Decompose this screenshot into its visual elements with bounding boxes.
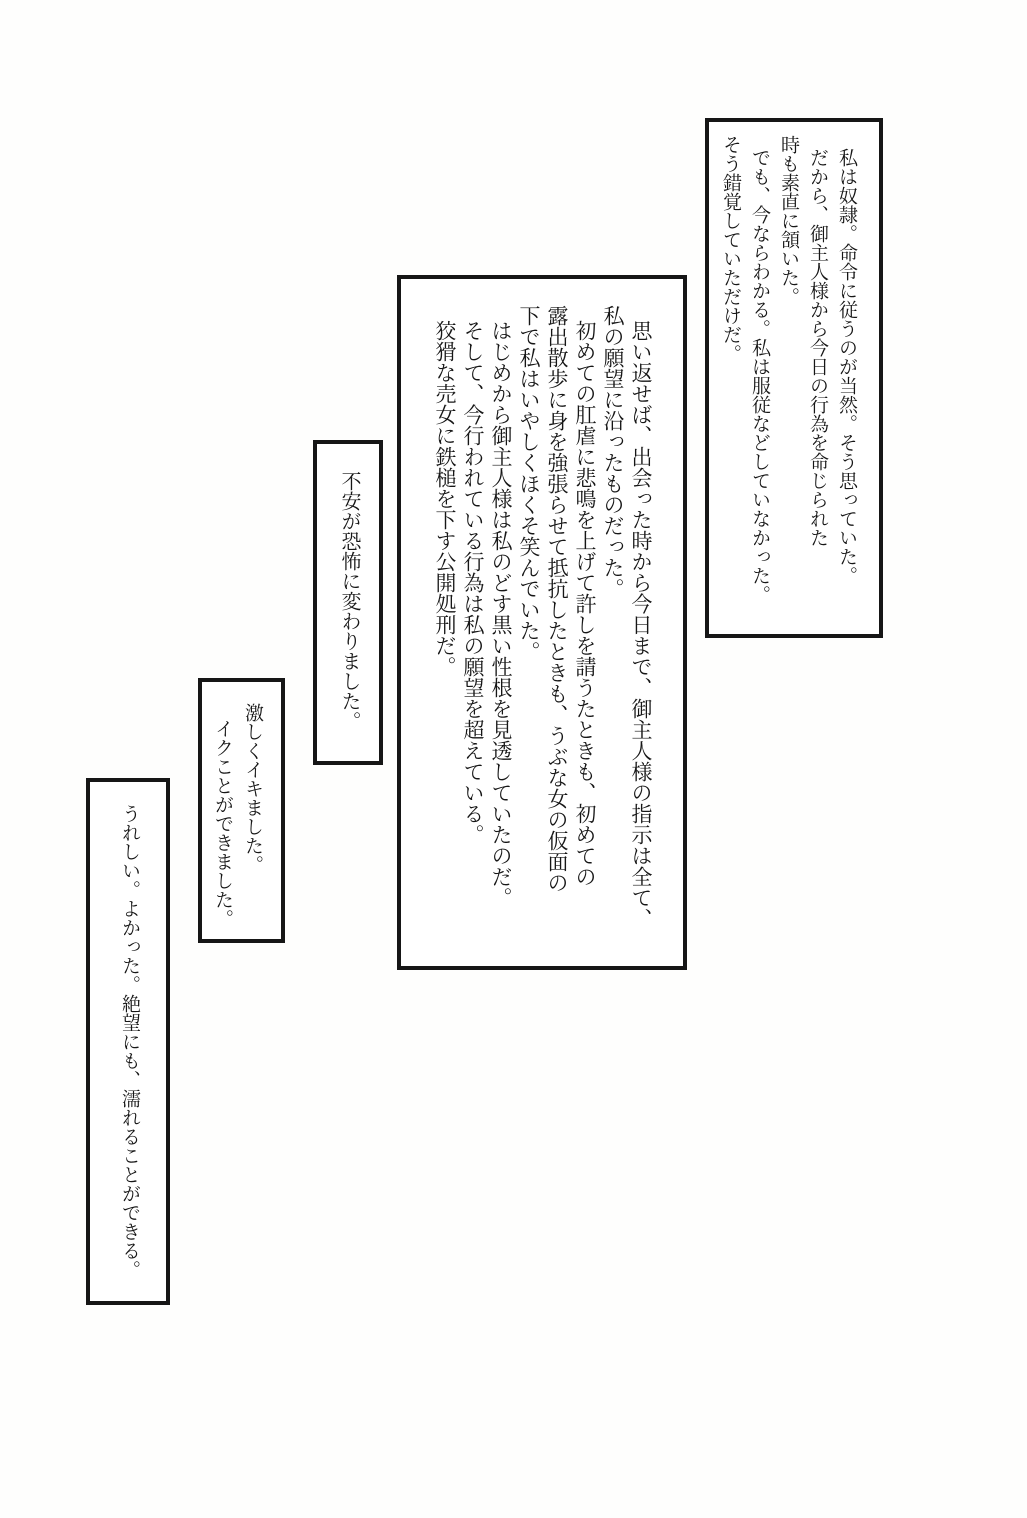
text-column: 露出散歩に身を強張らせて抵抗したときも、うぶな女の仮面の: [545, 305, 569, 893]
text-column: だから、御主人様から今日の行為を命じられた: [807, 148, 829, 548]
text-column: 思い返せば、出会った時から今日まで、御主人様の指示は全て、: [629, 319, 653, 929]
text-column: そう錯覚していただけだ。: [720, 135, 742, 363]
text-column: 狡猾な売女に鉄槌を下す公開処刑だ。: [433, 319, 457, 677]
narration-box-center: [397, 275, 687, 970]
text-column: 初めての肛虐に悲鳴を上げて許しを請うたときも、初めての: [573, 319, 597, 887]
narration-box-lower: [198, 678, 285, 943]
narration-box-middle-left: [313, 440, 383, 765]
text-column: うれしい。よかった。絶望にも、濡れることができる。: [119, 804, 141, 1280]
text-column: 私は奴隷。命令に従うのが当然。そう思っていた。: [836, 148, 858, 586]
text-column: イクことができました。: [212, 719, 234, 929]
text-column: 私の願望に沿ったものだった。: [601, 305, 625, 599]
narration-box-top-right: [705, 118, 883, 638]
narration-box-bottom-left: [86, 778, 170, 1305]
text-column: そして、今行われている行為は私の願望を超えている。: [461, 319, 485, 845]
text-column: 時も素直に頷いた。: [778, 135, 800, 306]
text-column: はじめから御主人様は私のどす黒い性根を見透していたのだ。: [489, 319, 513, 908]
text-column: 下で私はいやしくほくそ笑んでいた。: [517, 305, 541, 662]
text-column: 不安が恐怖に変わりました。: [338, 471, 362, 731]
text-column: でも、今ならわかる。私は服従などしていなかった。: [749, 148, 771, 605]
text-column: 激しくイキました。: [242, 703, 264, 875]
